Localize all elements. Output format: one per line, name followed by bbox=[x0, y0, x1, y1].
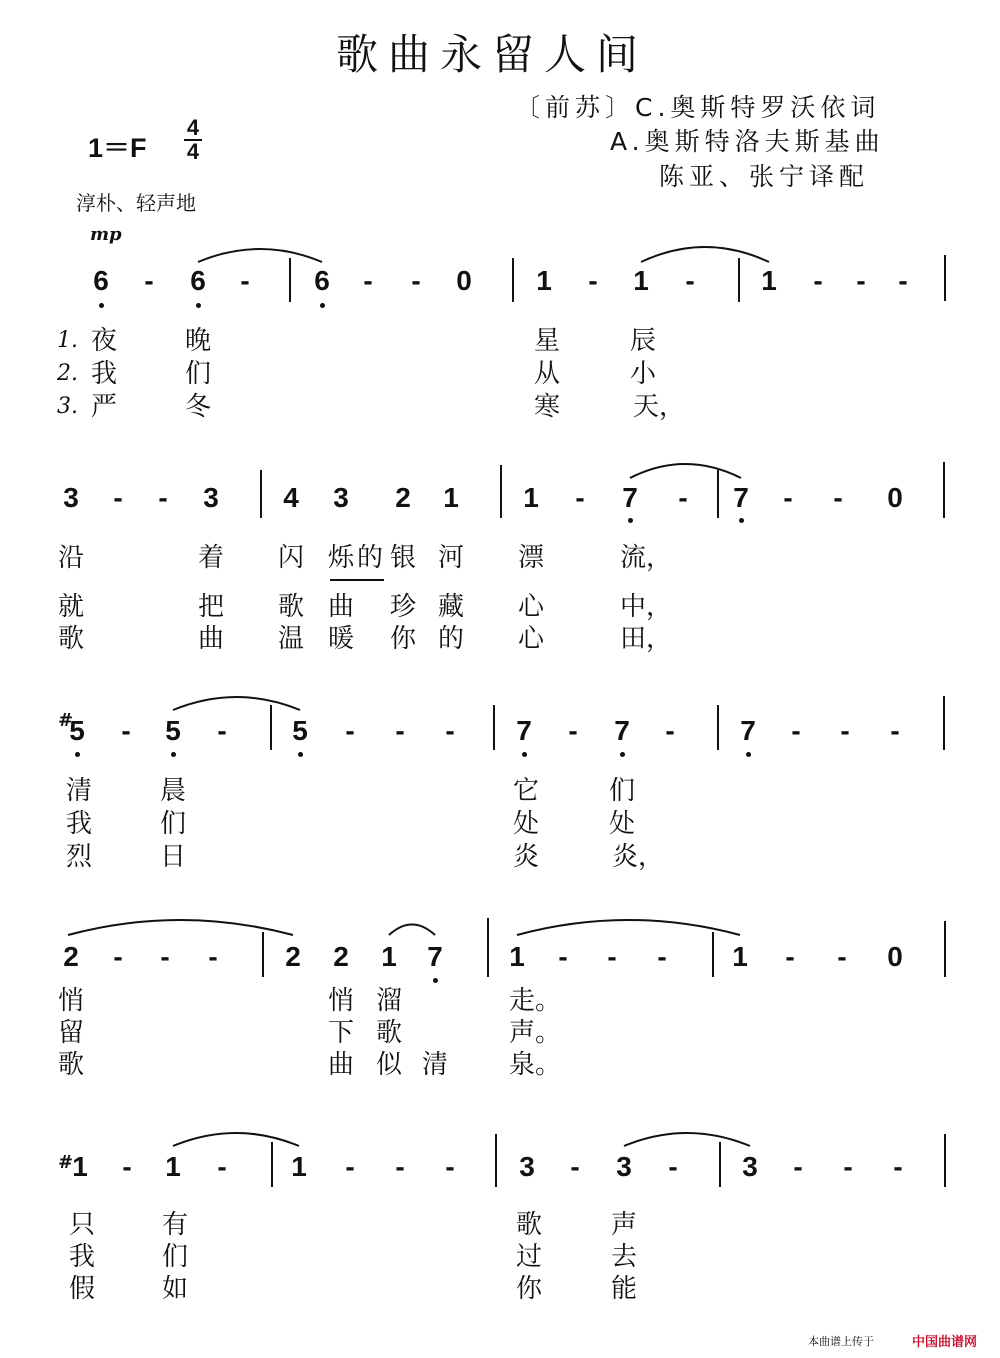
tie bbox=[630, 464, 741, 478]
lyric: 下 bbox=[327, 1018, 354, 1048]
note: 6 bbox=[93, 265, 109, 296]
rest: 0 bbox=[887, 941, 903, 972]
note: 1 bbox=[761, 265, 777, 296]
dash: - bbox=[588, 265, 598, 296]
song-title: 歌曲永留人间 bbox=[336, 30, 649, 79]
note: 5 bbox=[165, 715, 181, 746]
rest: 0 bbox=[887, 482, 903, 513]
note: 1 bbox=[536, 265, 552, 296]
lyric: 有 bbox=[161, 1210, 188, 1240]
lyric: 寒 bbox=[533, 392, 560, 422]
barline bbox=[260, 470, 262, 518]
dash: - bbox=[668, 1151, 678, 1182]
barline bbox=[719, 1142, 721, 1187]
lyric: 日 bbox=[159, 842, 186, 872]
low-octave-dot bbox=[99, 303, 104, 308]
dash: - bbox=[208, 941, 218, 972]
dash: - bbox=[113, 482, 123, 513]
barline bbox=[493, 705, 495, 750]
dash: - bbox=[558, 941, 568, 972]
dash: - bbox=[785, 941, 795, 972]
lyric: 炎， bbox=[612, 842, 665, 872]
tempo-marking: 淳朴、轻声地 bbox=[76, 191, 196, 215]
lyric: 心 bbox=[517, 592, 544, 622]
dash: - bbox=[395, 1151, 405, 1182]
note: 7 bbox=[733, 482, 749, 513]
rest: 0 bbox=[456, 265, 472, 296]
dash: - bbox=[395, 715, 405, 746]
lyric: 的 bbox=[437, 624, 464, 654]
note: 1 bbox=[443, 482, 459, 513]
tie bbox=[68, 920, 293, 935]
low-octave-dot bbox=[628, 518, 633, 523]
lyric: 们 bbox=[161, 1242, 188, 1272]
low-octave-dot bbox=[746, 752, 751, 757]
note: 3 bbox=[616, 1151, 632, 1182]
barline bbox=[944, 921, 946, 977]
dash: - bbox=[575, 482, 585, 513]
lyric: 歌 bbox=[57, 1050, 84, 1080]
lyric: 沿 bbox=[57, 543, 84, 573]
sharp-sign: # bbox=[58, 1152, 74, 1173]
dynamic-marking: mp bbox=[90, 224, 122, 245]
lyric: 曲 bbox=[327, 1050, 354, 1080]
dash: - bbox=[898, 265, 908, 296]
low-octave-dot bbox=[171, 752, 176, 757]
note: 2 bbox=[333, 941, 349, 972]
barline bbox=[943, 462, 945, 518]
sharp-sign: # bbox=[58, 710, 74, 731]
note: 7 bbox=[622, 482, 638, 513]
barline bbox=[271, 1142, 273, 1187]
dash: - bbox=[158, 482, 168, 513]
slur-underline bbox=[330, 579, 384, 581]
dash: - bbox=[411, 265, 421, 296]
lyric: 如 bbox=[161, 1274, 188, 1304]
note: 1 bbox=[381, 941, 397, 972]
dash: - bbox=[837, 941, 847, 972]
dash: - bbox=[121, 715, 131, 746]
lyric: 处 bbox=[512, 809, 539, 839]
lyric: 泉。 bbox=[509, 1050, 562, 1080]
lyric: 珍 bbox=[389, 592, 416, 622]
lyricist-credit: 〔前苏〕C.奥斯特罗沃依词 bbox=[515, 93, 881, 122]
note: 2 bbox=[395, 482, 411, 513]
note: 6 bbox=[314, 265, 330, 296]
lyric: 似 bbox=[375, 1050, 402, 1080]
translator-credit: 陈亚、张宁译配 bbox=[659, 162, 870, 191]
dash: - bbox=[240, 265, 250, 296]
dash: - bbox=[568, 715, 578, 746]
lyric: 我 bbox=[65, 809, 92, 839]
note: 3 bbox=[333, 482, 349, 513]
lyric: 去 bbox=[610, 1242, 637, 1272]
lyric: 过 bbox=[515, 1242, 542, 1272]
low-octave-dot bbox=[433, 978, 438, 983]
lyric: 晚 bbox=[184, 326, 211, 356]
lyric: 曲 bbox=[327, 592, 354, 622]
low-octave-dot bbox=[320, 303, 325, 308]
time-sig-top: 4 bbox=[186, 115, 200, 140]
lyric: 只 bbox=[68, 1210, 95, 1240]
lyric: 天， bbox=[633, 392, 686, 422]
lyric: 闪 bbox=[277, 543, 304, 573]
lyric: 温 bbox=[277, 624, 304, 654]
lyric: 走。 bbox=[509, 986, 562, 1016]
verse-number: 3. bbox=[57, 394, 78, 419]
lyric: 歌 bbox=[375, 1018, 402, 1048]
dash: - bbox=[793, 1151, 803, 1182]
composer-credit: A.奥斯特洛夫斯基曲 bbox=[610, 127, 885, 156]
site-logo: 中国曲谱网 bbox=[912, 1335, 978, 1350]
note: 5 bbox=[292, 715, 308, 746]
lyric: 心 bbox=[517, 624, 544, 654]
dash: - bbox=[160, 941, 170, 972]
tie bbox=[624, 1133, 750, 1146]
note: 3 bbox=[63, 482, 79, 513]
lyric: 星 bbox=[533, 326, 560, 356]
dash: - bbox=[122, 1151, 132, 1182]
barline bbox=[738, 258, 740, 302]
lyric: 烁 bbox=[327, 543, 354, 573]
lyric: 就 bbox=[57, 592, 84, 622]
lyric: 暖 bbox=[327, 624, 354, 654]
dash: - bbox=[840, 715, 850, 746]
lyric: 严 bbox=[90, 392, 117, 422]
note: 2 bbox=[285, 941, 301, 972]
note: 1 bbox=[509, 941, 525, 972]
dash: - bbox=[791, 715, 801, 746]
lyric: 晨 bbox=[159, 776, 186, 806]
barline bbox=[512, 258, 514, 302]
note: 7 bbox=[614, 715, 630, 746]
low-octave-dot bbox=[196, 303, 201, 308]
lyric: 处 bbox=[608, 809, 635, 839]
barline bbox=[262, 932, 264, 977]
verse-number: 2. bbox=[57, 361, 78, 386]
low-octave-dot bbox=[75, 752, 80, 757]
lyric: 清 bbox=[421, 1050, 448, 1080]
tie bbox=[198, 249, 322, 262]
dash: - bbox=[445, 1151, 455, 1182]
note: 3 bbox=[519, 1151, 535, 1182]
lyric: 假 bbox=[68, 1274, 95, 1304]
barline bbox=[495, 1134, 497, 1187]
lyric: 歌 bbox=[277, 592, 304, 622]
lyric: 你 bbox=[515, 1274, 542, 1304]
lyric: 你 bbox=[389, 624, 416, 654]
note: 7 bbox=[427, 941, 443, 972]
note: 1 bbox=[72, 1151, 88, 1182]
note: 7 bbox=[516, 715, 532, 746]
lyric: 炎 bbox=[512, 842, 539, 872]
dash: - bbox=[217, 1151, 227, 1182]
low-octave-dot bbox=[298, 752, 303, 757]
tie bbox=[173, 697, 300, 710]
lyric: 着 bbox=[197, 543, 224, 573]
dash: - bbox=[113, 941, 123, 972]
lyric: 们 bbox=[159, 809, 186, 839]
barline bbox=[270, 705, 272, 750]
lyric: 悄 bbox=[57, 986, 84, 1016]
lyric: 它 bbox=[512, 776, 539, 806]
tie bbox=[641, 247, 769, 262]
lyric: 流， bbox=[620, 543, 673, 573]
lyric: 能 bbox=[610, 1274, 637, 1304]
lyric: 们 bbox=[184, 359, 211, 389]
barline bbox=[289, 258, 291, 302]
key-signature: 1＝F bbox=[88, 133, 147, 163]
lyric: 藏 bbox=[437, 592, 464, 622]
barline bbox=[944, 1134, 946, 1187]
note: 4 bbox=[283, 482, 299, 513]
dash: - bbox=[783, 482, 793, 513]
note: 7 bbox=[740, 715, 756, 746]
barline bbox=[717, 705, 719, 750]
verse-number: 1. bbox=[57, 328, 78, 353]
dash: - bbox=[363, 265, 373, 296]
time-signature bbox=[184, 115, 202, 164]
tie bbox=[173, 1133, 299, 1146]
barline bbox=[500, 465, 502, 518]
lyric: 歌 bbox=[57, 624, 84, 654]
barline bbox=[712, 932, 714, 977]
lyric: 田， bbox=[620, 624, 673, 654]
lyric: 声 bbox=[610, 1210, 637, 1240]
tie bbox=[389, 925, 435, 936]
low-octave-dot bbox=[620, 752, 625, 757]
lyric: 留 bbox=[57, 1018, 84, 1048]
note: 6 bbox=[190, 265, 206, 296]
lyric: 银 bbox=[389, 543, 416, 573]
time-sig-bottom: 4 bbox=[186, 139, 200, 164]
dash: - bbox=[217, 715, 227, 746]
lyric: 河 bbox=[437, 543, 464, 573]
lyric: 清 bbox=[65, 776, 92, 806]
lyric: 溜 bbox=[375, 986, 402, 1016]
dash: - bbox=[833, 482, 843, 513]
dash: - bbox=[144, 265, 154, 296]
note: 1 bbox=[291, 1151, 307, 1182]
lyric: 们 bbox=[608, 776, 635, 806]
dash: - bbox=[890, 715, 900, 746]
lyric: 悄 bbox=[327, 986, 354, 1016]
dash: - bbox=[570, 1151, 580, 1182]
low-octave-dot bbox=[522, 752, 527, 757]
note: 1 bbox=[523, 482, 539, 513]
dash: - bbox=[665, 715, 675, 746]
dash: - bbox=[685, 265, 695, 296]
note: 1 bbox=[732, 941, 748, 972]
note: 5 bbox=[69, 715, 85, 746]
note: 3 bbox=[203, 482, 219, 513]
lyric: 我 bbox=[90, 359, 117, 389]
lyric: 辰 bbox=[629, 326, 656, 356]
lyric: 声。 bbox=[509, 1018, 562, 1048]
note: 1 bbox=[633, 265, 649, 296]
dash: - bbox=[678, 482, 688, 513]
lyric: 烈 bbox=[65, 842, 92, 872]
upload-note: 本曲谱上传于 bbox=[808, 1335, 874, 1348]
dash: - bbox=[813, 265, 823, 296]
barline bbox=[487, 918, 489, 977]
lyric: 从 bbox=[533, 359, 560, 389]
barline bbox=[944, 255, 946, 301]
dash: - bbox=[345, 1151, 355, 1182]
note: 3 bbox=[742, 1151, 758, 1182]
lyric: 漂 bbox=[517, 543, 544, 573]
lyric: 夜 bbox=[90, 326, 117, 356]
tie bbox=[517, 920, 740, 935]
lyric: 小 bbox=[629, 359, 656, 389]
dash: - bbox=[843, 1151, 853, 1182]
lyric: 冬 bbox=[184, 392, 211, 422]
note: 1 bbox=[165, 1151, 181, 1182]
low-octave-dot bbox=[739, 518, 744, 523]
dash: - bbox=[345, 715, 355, 746]
lyric: 把 bbox=[197, 592, 224, 622]
dash: - bbox=[893, 1151, 903, 1182]
lyric: 曲 bbox=[197, 624, 224, 654]
barline bbox=[717, 470, 719, 518]
lyric: 中， bbox=[620, 592, 673, 622]
dash: - bbox=[607, 941, 617, 972]
barline bbox=[943, 696, 945, 750]
note: 2 bbox=[63, 941, 79, 972]
dash: - bbox=[856, 265, 866, 296]
dash: - bbox=[657, 941, 667, 972]
lyric: 歌 bbox=[515, 1210, 542, 1240]
lyric: 我 bbox=[68, 1242, 95, 1272]
lyric: 的 bbox=[356, 543, 383, 573]
dash: - bbox=[445, 715, 455, 746]
